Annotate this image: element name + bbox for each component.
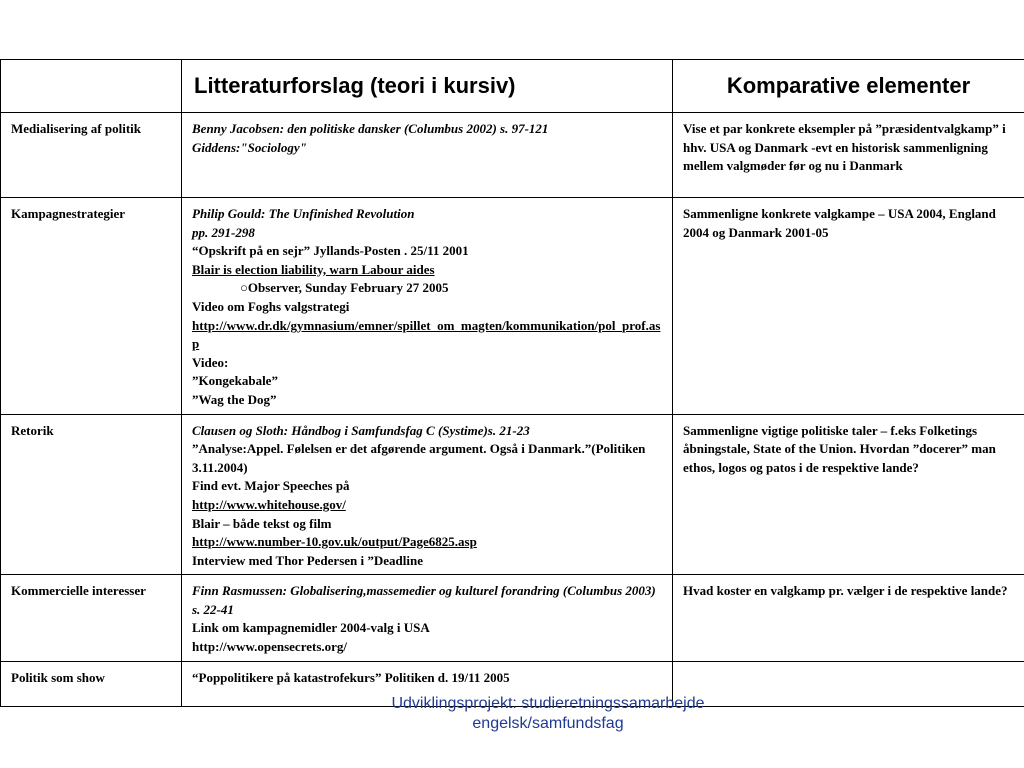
- comparative-cell: [673, 198, 1024, 415]
- header-comparative: Komparative elementer: [673, 60, 1024, 113]
- literature-item: ”Wag the Dog”: [192, 391, 277, 407]
- literature-item: ”Kongekabale”: [192, 373, 278, 389]
- literature-item: ”Analyse:Appel. Følelsen er det afgørende argument. Også i Danmark.”(Politiken 3.11.2004): [192, 441, 646, 475]
- literature-item: ○Observer, Sunday February 27 2005: [240, 280, 449, 296]
- literature-cell: [182, 414, 673, 575]
- literature-item: Benny Jacobsen: den politiske dansker (Columbus 2002) s. 97-121: [192, 121, 549, 136]
- literature-cell: [182, 113, 673, 198]
- literature-link[interactable]: http://www.dr.dk/gymnasium/emner/spillet_om_magten/kommunikation/pol_prof.asp: [192, 317, 661, 352]
- row-label-cell: [1, 575, 182, 661]
- literature-item: Finn Rasmussen: Globalisering,massemedier og kulturel forandring (Columbus 2003) s. 22-41: [192, 583, 656, 617]
- comparative-text: [673, 662, 1024, 673]
- literature-cell: [182, 575, 673, 661]
- table-row: [1, 414, 1024, 575]
- literature-item: “Opskrift på en sejr” Jyllands-Posten . 25/11 2001: [192, 243, 469, 259]
- literature-item: Link om kampagnemidler 2004-valg i USA: [192, 620, 430, 636]
- literature-link[interactable]: Blair is election liability, warn Labour aides: [192, 261, 435, 277]
- comparative-text: Hvad koster en valgkamp pr. vælger i de respektive lande?: [683, 583, 1008, 599]
- comparative-cell: [673, 414, 1024, 575]
- row-label: Kampagnestrategier: [11, 206, 126, 221]
- row-label: Medialisering af politik: [11, 121, 141, 136]
- literature-link[interactable]: http://www.whitehouse.gov/: [192, 496, 346, 512]
- row-label-cell: [1, 414, 182, 575]
- comparative-cell: [673, 575, 1024, 661]
- row-label: Retorik: [11, 422, 54, 438]
- literature-link[interactable]: http://www.opensecrets.org/: [192, 639, 348, 655]
- literature-item: Video om Foghs valgstrategi: [192, 298, 350, 314]
- table-header-row: [1, 60, 1024, 113]
- row-label: Kommercielle interesser: [11, 583, 146, 599]
- literature-item: Philip Gould: The Unfinished Revolution: [192, 206, 415, 221]
- literature-item: Video:: [192, 354, 229, 370]
- literature-item: Blair – både tekst og film: [192, 515, 332, 531]
- literature-item: “Poppolitikere på katastrofekurs” Politiken d. 19/11 2005: [192, 669, 510, 685]
- comparative-cell: [673, 113, 1024, 198]
- comparative-text: Sammenligne vigtige politiske taler – f.eks Folketings åbningstale, State of the Union. Hvordan ”docerer” man ethos, logos og patos i de respektive lande?: [683, 422, 996, 475]
- literature-link[interactable]: http://www.number-10.gov.uk/output/Page6825.asp: [192, 534, 477, 550]
- header-empty-cell: [1, 60, 182, 113]
- literature-item: Interview med Thor Pedersen i ”Deadline: [192, 552, 423, 568]
- slide-footer: [0, 694, 1024, 734]
- literature-cell: [182, 198, 673, 415]
- footer-line-1: Udviklingsprojekt: studieretningssamarbejde: [391, 695, 705, 712]
- row-label: Politik som show: [11, 669, 105, 685]
- literature-table: [0, 59, 1024, 707]
- row-label-cell: [1, 198, 182, 415]
- row-label-cell: [1, 113, 182, 198]
- table-row: [1, 575, 1024, 661]
- header-literature: Litteraturforslag (teori i kursiv): [182, 60, 673, 113]
- footer-line-2: engelsk/samfundsfag: [472, 715, 624, 732]
- literature-item: pp. 291-298: [192, 224, 255, 240]
- literature-item: Find evt. Major Speeches på: [192, 478, 350, 494]
- comparative-text: Sammenligne konkrete valgkampe – USA 2004, England 2004 og Danmark 2001-05: [683, 206, 996, 240]
- table-row: [1, 113, 1024, 198]
- literature-item: Clausen og Sloth: Håndbog i Samfundsfag C (Systime)s. 21-23: [192, 422, 530, 438]
- comparative-text: Vise et par konkrete eksempler på ”præsidentvalgkamp” i hhv. USA og Danmark -evt en historisk sammenligning mellem valgmøder før og nu i Danmark: [683, 121, 1006, 174]
- table-row: [1, 198, 1024, 415]
- literature-item: Giddens:"Sociology": [192, 139, 307, 155]
